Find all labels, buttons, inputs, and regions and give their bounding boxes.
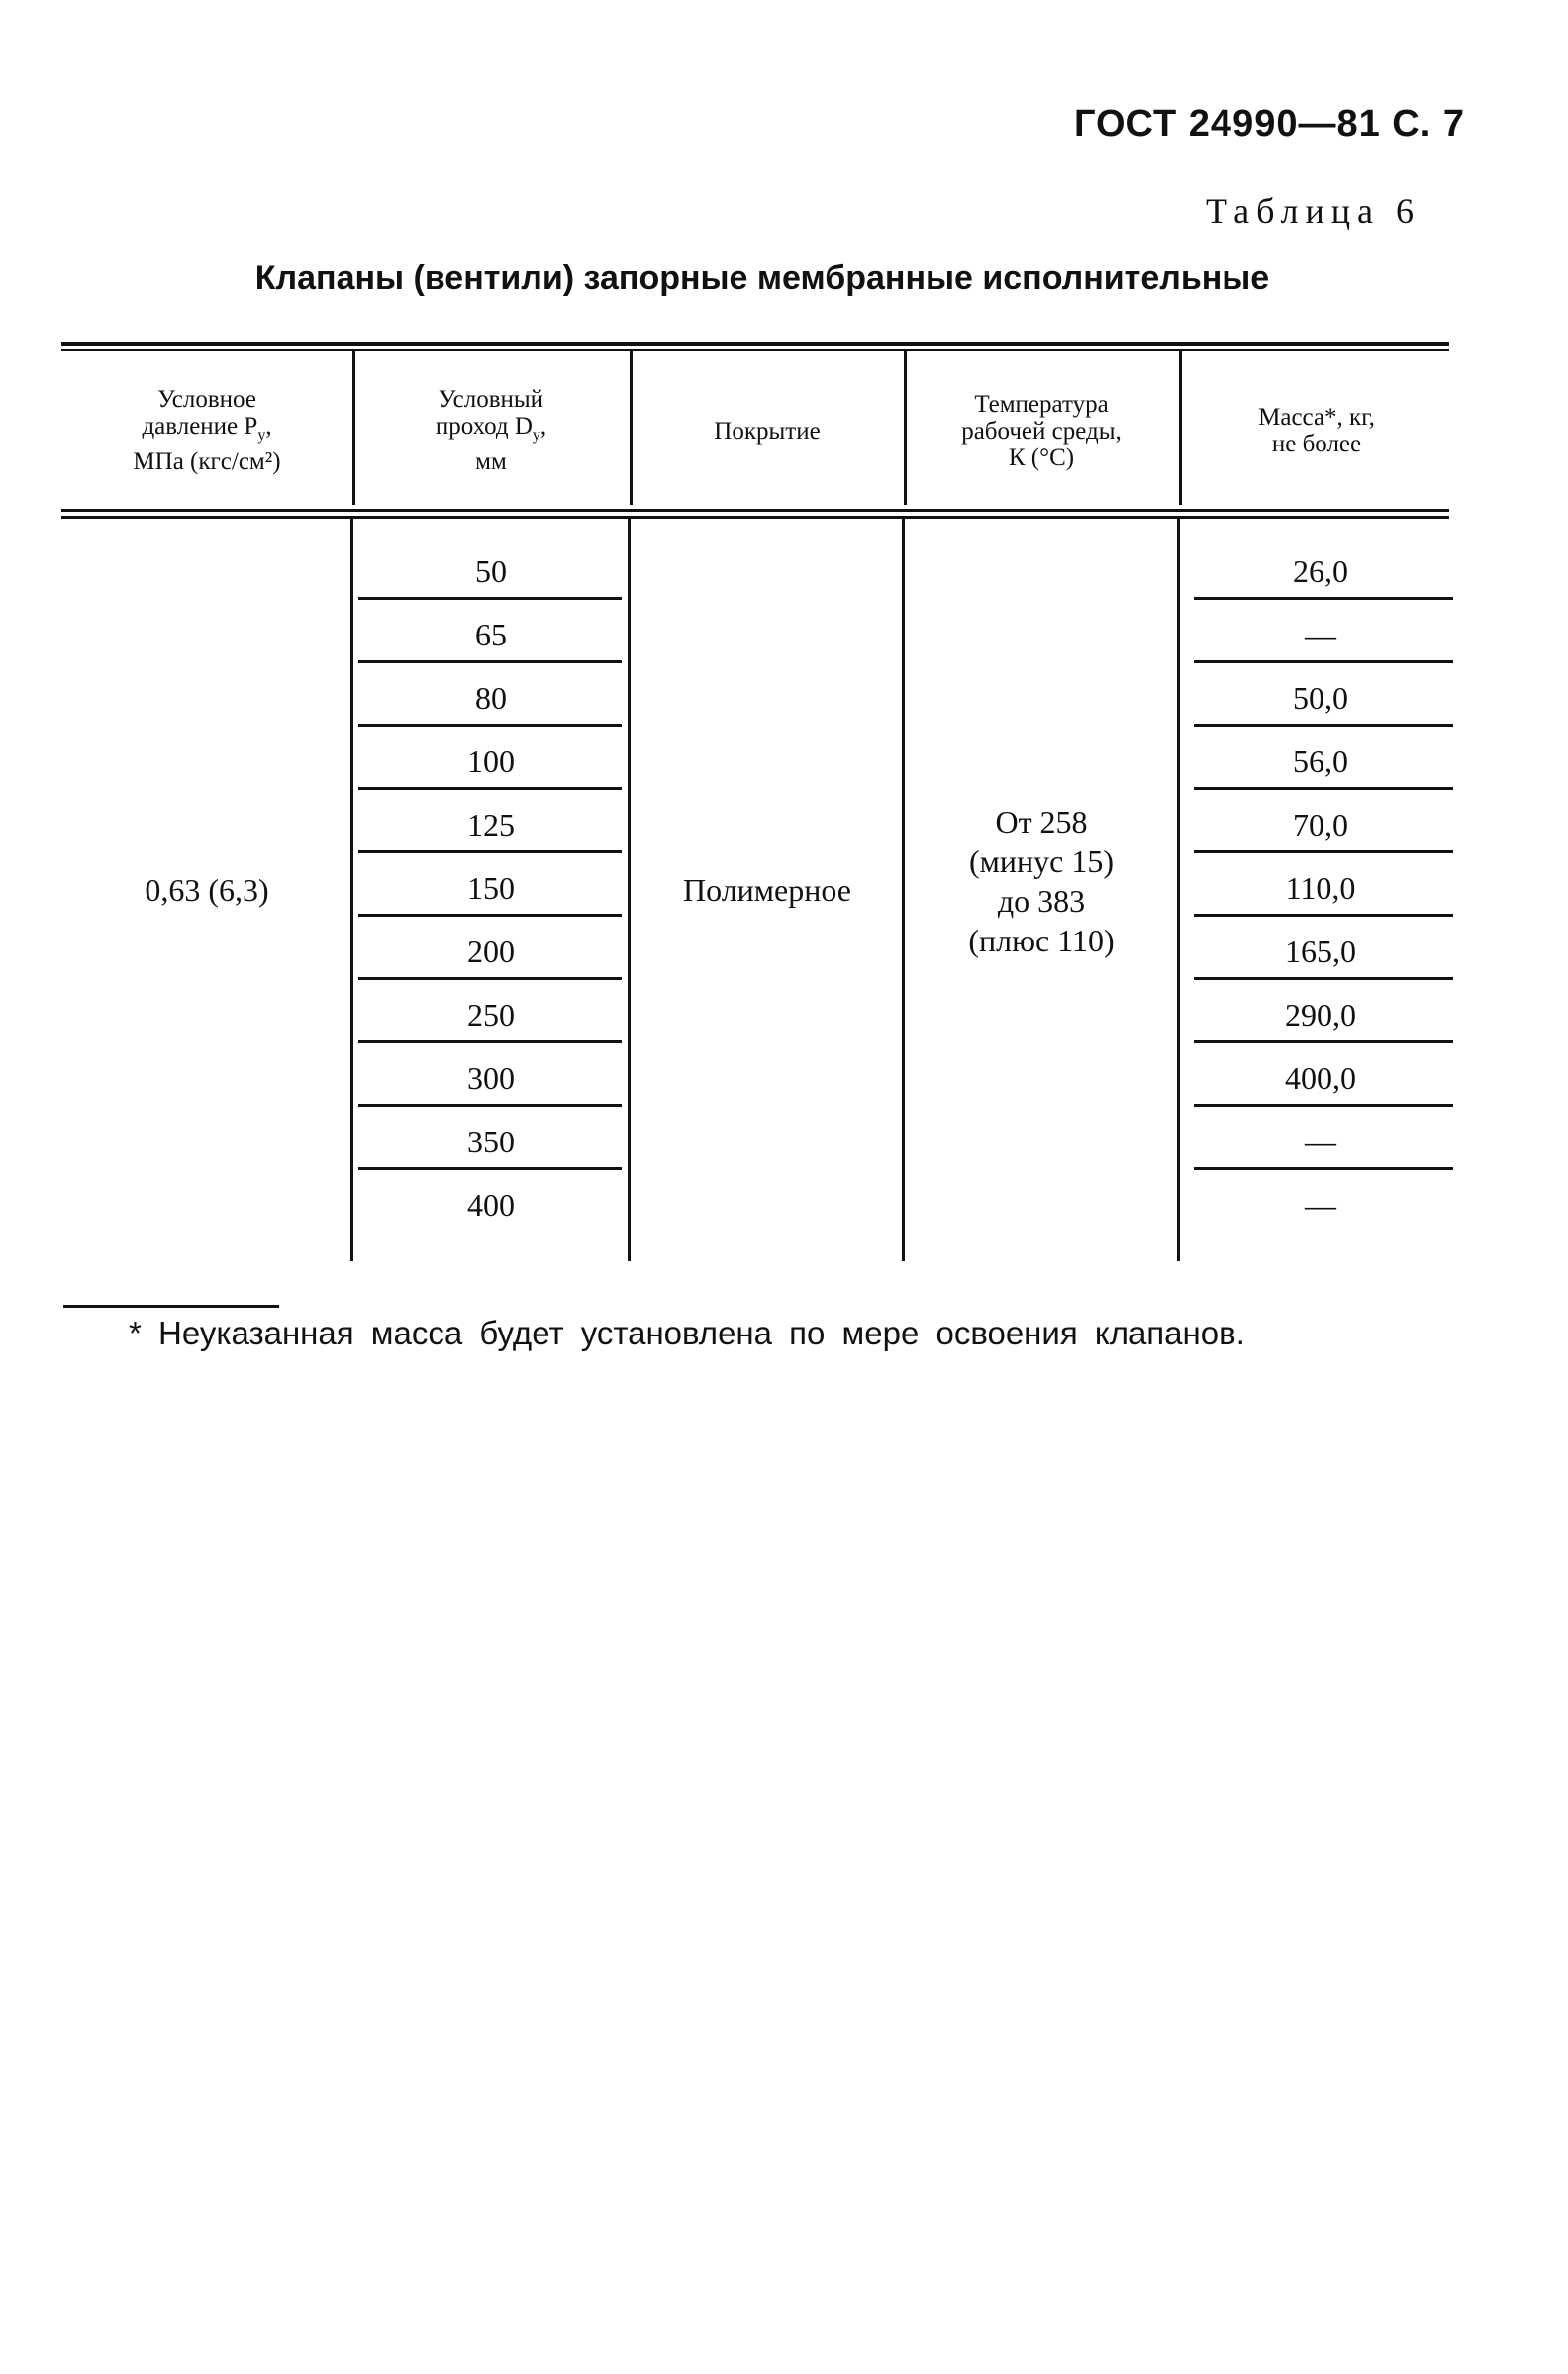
footnote: * Неуказанная масса будет установлена по мере освоения клапанов.	[129, 1315, 1245, 1351]
col-divider-3-body	[902, 519, 905, 1261]
mass-cell: 26,0	[1293, 553, 1348, 589]
table-top-rule-thin	[61, 349, 1449, 351]
diameter-row-rule	[358, 724, 622, 727]
diameter-row-rule	[358, 1167, 622, 1170]
mass-row-rule	[1194, 1040, 1453, 1043]
header-coating: Покрытие	[714, 417, 821, 445]
header-temperature: Температура рабочей среды, К (°С)	[961, 390, 1122, 471]
standard-code: ГОСТ 24990—81 С. 7	[1073, 103, 1465, 145]
mass-row-rule	[1194, 977, 1453, 980]
diameter-row-rule	[358, 1104, 622, 1107]
mass-row-rule	[1194, 914, 1453, 917]
mass-cell: 70,0	[1293, 807, 1348, 842]
diameter-cell: 250	[467, 997, 515, 1033]
table-top-rule	[61, 342, 1449, 346]
col-divider-4-header	[1179, 351, 1182, 505]
diameter-cell: 200	[467, 934, 515, 969]
diameter-row-rule	[358, 597, 622, 600]
diameter-row-rule	[358, 914, 622, 917]
mass-cell: 165,0	[1285, 934, 1356, 969]
mass-cell: —	[1305, 1187, 1336, 1223]
header-mass: Масса*, кг, не более	[1258, 404, 1375, 457]
diameter-row-rule	[358, 660, 622, 663]
pressure-value: 0,63 (6,3)	[145, 872, 269, 908]
temperature-value: От 258 (минус 15) до 383 (плюс 110)	[968, 804, 1115, 958]
mass-row-rule	[1194, 597, 1453, 600]
mass-cell: 110,0	[1285, 870, 1356, 906]
diameter-cell: 350	[467, 1124, 515, 1159]
mass-cell: —	[1305, 617, 1336, 652]
col-divider-2-header	[630, 351, 633, 505]
footnote-rule	[63, 1305, 279, 1308]
diameter-row-rule	[358, 1040, 622, 1043]
diameter-cell: 65	[475, 617, 507, 652]
mass-row-rule	[1194, 787, 1453, 790]
diameter-cell: 400	[467, 1187, 515, 1223]
col-divider-3-header	[904, 351, 907, 505]
mass-row-rule	[1194, 850, 1453, 853]
diameter-cell: 125	[467, 807, 515, 842]
diameter-row-rule	[358, 787, 622, 790]
mass-cell: 50,0	[1293, 680, 1348, 716]
diameter-cell: 100	[467, 743, 515, 779]
col-divider-1-header	[352, 351, 355, 505]
mass-cell: —	[1305, 1124, 1336, 1159]
coating-value: Полимерное	[683, 872, 851, 908]
diameter-row-rule	[358, 850, 622, 853]
header-bottom-rule	[61, 509, 1449, 512]
header-bottom-rule-2	[61, 516, 1449, 519]
diameter-row-rule	[358, 977, 622, 980]
mass-row-rule	[1194, 660, 1453, 663]
mass-row-rule	[1194, 724, 1453, 727]
col-divider-1-body	[350, 519, 353, 1261]
mass-cell: 290,0	[1285, 997, 1356, 1033]
header-pressure: Условное давление $P_у$, МПа (кгс/см²)	[133, 386, 281, 475]
mass-cell: 400,0	[1285, 1060, 1356, 1096]
table-title: Клапаны (вентили) запорные мембранные исполнительные	[254, 259, 1270, 297]
mass-row-rule	[1194, 1167, 1453, 1170]
diameter-cell: 150	[467, 870, 515, 906]
col-divider-2-body	[628, 519, 631, 1261]
header-diameter: Условный проход $D_у$, мм	[435, 386, 547, 475]
table-number-label: Таблица 6	[1206, 191, 1421, 231]
mass-row-rule	[1194, 1104, 1453, 1107]
diameter-cell: 80	[475, 680, 507, 716]
mass-cell: 56,0	[1293, 743, 1348, 779]
diameter-cell: 300	[467, 1060, 515, 1096]
col-divider-4-body	[1177, 519, 1180, 1261]
diameter-cell: 50	[475, 553, 507, 589]
